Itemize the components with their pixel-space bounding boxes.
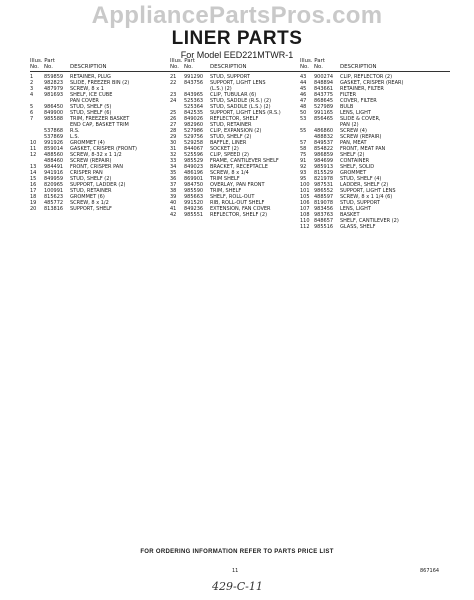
illus-number: 33	[170, 158, 177, 164]
part-number: 843756	[184, 80, 204, 86]
part-number: 984491	[44, 164, 64, 170]
part-row	[300, 224, 450, 230]
model-subtitle: For Model EED221MTWR-1	[180, 50, 294, 60]
part-description: PAN COVER	[70, 98, 99, 104]
part-description: CONTAINER	[340, 158, 370, 164]
part-number: 985516	[314, 224, 334, 230]
illus-number: 6	[30, 110, 34, 116]
part-description: FRAME, CANTILEVER SHELF	[210, 158, 279, 164]
part-number: 488597	[314, 194, 334, 200]
part-number: 981693	[44, 92, 64, 98]
illus-number: 39	[170, 194, 177, 200]
illus-number: 53	[300, 116, 307, 122]
illus-number: 19	[30, 200, 37, 206]
part-description: STUD, SHELF (5)	[70, 104, 112, 110]
part-description: COVER, FILTER	[340, 98, 377, 104]
illus-number: 14	[30, 170, 37, 176]
illus-number: 31	[170, 146, 177, 152]
illus-number: 41	[170, 206, 177, 212]
part-number: 982960	[184, 122, 204, 128]
illus-number: 91	[300, 158, 307, 164]
part-number: 985590	[184, 188, 204, 194]
part-number: 991290	[184, 74, 204, 80]
illus-number: 26	[170, 116, 177, 122]
part-description: REFLECTOR, SHELF	[210, 116, 259, 122]
part-number: 815623	[44, 194, 64, 200]
part-number: 813816	[44, 206, 64, 212]
illus-number: 32	[170, 152, 177, 158]
illus-number: 48	[300, 104, 307, 110]
part-description: CLIP, TUBULAR (6)	[210, 92, 257, 98]
illus-number: 35	[170, 170, 177, 176]
part-description: SUPPORT, LIGHT LENS	[340, 188, 396, 194]
part-description: STUD, SADDLE (L.S.) (2)	[210, 104, 271, 110]
part-number: 985529	[184, 158, 204, 164]
part-description: TRIM, SHELF	[210, 188, 242, 194]
illus-number: 92	[300, 164, 307, 170]
part-number: 488460	[44, 158, 64, 164]
part-number: 854822	[314, 146, 334, 152]
illus-number: 22	[170, 80, 177, 86]
part-number: 815529	[314, 170, 334, 176]
part-number: 869901	[184, 176, 204, 182]
part-description: STUD, SUPPORT	[210, 74, 250, 80]
part-number: 984750	[184, 182, 204, 188]
part-number: 527989	[314, 104, 334, 110]
part-description: CLIP, REFLECTOR (2)	[340, 74, 393, 80]
part-number: 991926	[44, 140, 64, 146]
part-description: PAN, MEAT	[340, 140, 367, 146]
part-row	[170, 212, 304, 218]
part-number: 525596	[184, 152, 204, 158]
illus-number: 20	[30, 206, 37, 212]
illus-number: 43	[300, 74, 307, 80]
part-description: GLASS, SHELF	[340, 224, 376, 230]
illus-number: 17	[30, 188, 37, 194]
part-number: 527986	[184, 128, 204, 134]
page-number: 11	[232, 568, 239, 574]
part-number: 848894	[314, 80, 334, 86]
ordering-info-footer: FOR ORDERING INFORMATION REFER TO PARTS PRICE LIST	[140, 549, 334, 555]
page-title: LINER PARTS	[171, 28, 303, 49]
header-rule	[30, 71, 170, 72]
illus-number: 105	[300, 194, 310, 200]
part-number: 984699	[314, 158, 334, 164]
part-description: CRISPER PAN	[70, 170, 103, 176]
header-illus-part: Illus. Part	[30, 58, 55, 64]
illus-number: 4	[30, 92, 34, 98]
illus-number: 44	[300, 80, 307, 86]
illus-number: 11	[30, 146, 37, 152]
part-number: 982823	[44, 80, 64, 86]
part-description: STUD, SADDLE (R.S.) (2)	[210, 98, 272, 104]
part-description: L.S.	[70, 134, 80, 140]
header-no: No.	[300, 64, 309, 70]
illus-number: 95	[300, 176, 307, 182]
illus-number: 58	[300, 146, 307, 152]
part-description: CLIP, SPEED (2)	[210, 152, 249, 158]
part-description: FILTER	[340, 92, 357, 98]
illus-number: 34	[170, 164, 177, 170]
part-number: 487979	[44, 86, 64, 92]
part-description: SCREW, 8 x 1	[70, 86, 104, 92]
part-number: 843661	[314, 86, 334, 92]
part-description: SCREW, 8 x 1 1/4 (6)	[340, 194, 393, 200]
header-description: DESCRIPTION	[210, 64, 247, 70]
illus-number: 12	[30, 152, 37, 158]
part-description: SHELF, SOLID	[340, 164, 375, 170]
illus-number: 110	[300, 218, 310, 224]
part-description: STUD, RETAINER	[210, 122, 252, 128]
part-number: 985663	[184, 194, 204, 200]
part-description: BAFFLE, LINER	[210, 140, 247, 146]
part-number: 819078	[314, 200, 334, 206]
part-number: 843775	[314, 92, 334, 98]
illus-number: 37	[170, 182, 177, 188]
part-number: 900274	[314, 74, 334, 80]
part-description: STUD, SHELF (2)	[70, 176, 112, 182]
part-description: SUPPORT, LADDER (2)	[70, 182, 126, 188]
illus-number: 50	[300, 110, 307, 116]
illus-number: 57	[300, 140, 307, 146]
part-description: TRIM, FREEZER BASKET	[70, 116, 130, 122]
part-number: 849959	[44, 176, 64, 182]
part-description: SCREW, 8-32 x 1 1/2	[70, 152, 122, 158]
part-number: 529756	[184, 134, 204, 140]
part-description: SCREW (REPAIR)	[340, 134, 382, 140]
part-number: 856465	[314, 116, 334, 122]
part-description: SHELF, CANTILEVER (2)	[340, 218, 399, 224]
part-description: BRACKET, RECEPTACLE	[210, 164, 268, 170]
part-description: EXTENSION, FAN COVER	[210, 206, 271, 212]
part-number: 983456	[314, 206, 334, 212]
part-number: 486860	[314, 128, 334, 134]
part-number: 849026	[184, 116, 204, 122]
part-description: RIB, ROLL-OUT SHELF	[210, 200, 265, 206]
illus-number: 55	[300, 128, 307, 134]
illus-number: 40	[170, 200, 177, 206]
column-header	[30, 58, 170, 70]
part-number: 820965	[44, 182, 64, 188]
part-number: 849537	[314, 140, 334, 146]
part-description: GROMMET (4)	[70, 140, 105, 146]
part-description: REFLECTOR, SHELF (2)	[210, 212, 268, 218]
part-description: GASKET, CRISPER (REAR)	[340, 80, 404, 86]
illus-number: 13	[30, 164, 37, 170]
part-number: 844067	[184, 146, 204, 152]
part-description: SCREW (4)	[340, 128, 367, 134]
part-description: TRIM SHELF	[210, 176, 240, 182]
illus-number: 100	[300, 182, 310, 188]
part-description: STUD, SUPPORT	[340, 200, 380, 206]
header-part-no: No.	[314, 64, 323, 70]
part-number: 983763	[314, 212, 334, 218]
part-number: 859014	[44, 146, 64, 152]
handwritten-note: 429-C-11	[212, 580, 263, 593]
part-number: 986450	[44, 104, 64, 110]
part-description: SHELF (2)	[340, 152, 365, 158]
part-number: 821978	[314, 176, 334, 182]
part-description: STUD, RETAINER	[70, 188, 112, 194]
illus-number: 28	[170, 128, 177, 134]
parts-column-3	[300, 58, 450, 230]
document-code: 867164	[420, 568, 440, 574]
header-no: No.	[170, 64, 179, 70]
illus-number: 38	[170, 188, 177, 194]
illus-number: 47	[300, 98, 307, 104]
illus-number: 106	[300, 200, 310, 206]
illus-number: 27	[170, 122, 177, 128]
header-part-no: No.	[44, 64, 53, 70]
part-number: 485772	[44, 200, 64, 206]
part-description: FRONT, MEAT PAN	[340, 146, 386, 152]
part-number: 987531	[314, 182, 334, 188]
illus-number: 36	[170, 176, 177, 182]
column-header	[300, 58, 450, 70]
illus-number: 15	[30, 176, 37, 182]
part-description: BULB	[340, 104, 354, 110]
illus-number: 46	[300, 92, 307, 98]
part-number: 991520	[184, 200, 204, 206]
part-description: LADDER, SHELF (2)	[340, 182, 389, 188]
part-number: 986552	[314, 188, 334, 194]
part-number: 985551	[184, 212, 204, 218]
part-description: BASKET	[340, 212, 360, 218]
part-number: 848657	[314, 218, 334, 224]
part-description: SHELF, ICE CUBE	[70, 92, 113, 98]
part-number: 486196	[184, 170, 204, 176]
part-number: 537869	[44, 134, 64, 140]
illus-number: 10	[30, 140, 37, 146]
part-number: 842535	[184, 110, 204, 116]
part-description: STUD, SHELF (2)	[210, 134, 252, 140]
header-description: DESCRIPTION	[70, 64, 107, 70]
part-description: R.S.	[70, 128, 80, 134]
illus-number: 3	[30, 86, 34, 92]
header-illus-part: Illus. Part	[300, 58, 325, 64]
part-description: GASKET, CRISPER (FRONT)	[70, 146, 137, 152]
illus-number: 107	[300, 206, 310, 212]
part-description: SCREW, 8 x 1/2	[70, 200, 109, 206]
illus-number: 16	[30, 182, 37, 188]
part-description: END CAP, BASKET TRIM	[70, 122, 129, 128]
part-number: 529258	[184, 140, 204, 146]
illus-number: 23	[170, 92, 177, 98]
part-row	[30, 206, 170, 212]
parts-column-2	[170, 58, 304, 218]
part-description: RETAINER, FILTER	[340, 86, 384, 92]
illus-number: 5	[30, 104, 34, 110]
part-description: LENS, LIGHT	[340, 206, 371, 212]
part-description: OVERLAY, PAN FRONT	[210, 182, 265, 188]
part-description: SUPPORT, LIGHT LENS	[210, 80, 266, 86]
illus-number: 2	[30, 80, 34, 86]
part-description: FRONT, CRISPER PAN	[70, 164, 123, 170]
illus-number: 112	[300, 224, 310, 230]
part-description: SLIDE, FREEZER BIN (2)	[70, 80, 130, 86]
part-number: 537868	[44, 128, 64, 134]
part-description: GROMMET (6)	[70, 194, 105, 200]
column-header	[170, 58, 304, 70]
illus-number: 42	[170, 212, 177, 218]
illus-number: 101	[300, 188, 310, 194]
part-number: 859859	[44, 74, 64, 80]
part-number: 849023	[184, 164, 204, 170]
part-number: 525364	[184, 104, 204, 110]
part-description: SLIDE & COVER,	[340, 116, 381, 122]
part-number: 985913	[314, 164, 334, 170]
part-number: 488832	[314, 134, 334, 140]
part-description: STUD, SHELF (4)	[340, 176, 382, 182]
watermark: AppliancePartsPros.com	[91, 2, 383, 29]
part-description: SCREW (REPAIR)	[70, 158, 112, 164]
part-description: GROMMET	[340, 170, 367, 176]
part-description: RETAINER, PLUG	[70, 74, 111, 80]
illus-number: 24	[170, 98, 177, 104]
part-description: SUPPORT, SHELF	[70, 206, 112, 212]
illus-number: 1	[30, 74, 34, 80]
illus-number: 75	[300, 152, 307, 158]
header-rule	[300, 71, 450, 72]
part-description: SOCKET (2)	[210, 146, 239, 152]
part-description: STUD, SHELF (6)	[70, 110, 112, 116]
illus-number: 93	[300, 170, 307, 176]
illus-number: 21	[170, 74, 177, 80]
part-number: 488560	[44, 152, 64, 158]
illus-number: 7	[30, 116, 34, 122]
part-description: CLIP, EXPANSION (2)	[210, 128, 262, 134]
parts-column-1	[30, 58, 170, 212]
header-description: DESCRIPTION	[340, 64, 377, 70]
header-no: No.	[30, 64, 39, 70]
header-part-no: No.	[184, 64, 193, 70]
illus-number: 18	[30, 194, 37, 200]
part-description: LENS, LIGHT	[340, 110, 371, 116]
illus-number: 25	[170, 110, 177, 116]
header-illus-part: Illus. Part	[170, 58, 195, 64]
part-description: SCREW, 8 x 1/4	[210, 170, 249, 176]
part-number: 849236	[184, 206, 204, 212]
part-description: SUPPORT, LIGHT LENS (R.S.)	[210, 110, 281, 116]
illus-number: 30	[170, 140, 177, 146]
part-number: 868645	[314, 98, 334, 104]
part-number: 849900	[44, 110, 64, 116]
part-number: 843965	[184, 92, 204, 98]
illus-number: 45	[300, 86, 307, 92]
part-description: (L.S.) (2)	[210, 86, 232, 92]
illus-number: 29	[170, 134, 177, 140]
part-number: 991165	[314, 110, 334, 116]
part-number: 525363	[184, 98, 204, 104]
part-number: 985588	[44, 116, 64, 122]
header-rule	[170, 71, 304, 72]
part-number: 986859	[314, 152, 334, 158]
part-number: 941916	[44, 170, 64, 176]
part-number: 100991	[44, 188, 64, 194]
illus-number: 108	[300, 212, 310, 218]
part-description: PAN (2)	[340, 122, 359, 128]
part-description: SHELF, ROLL-OUT	[210, 194, 255, 200]
